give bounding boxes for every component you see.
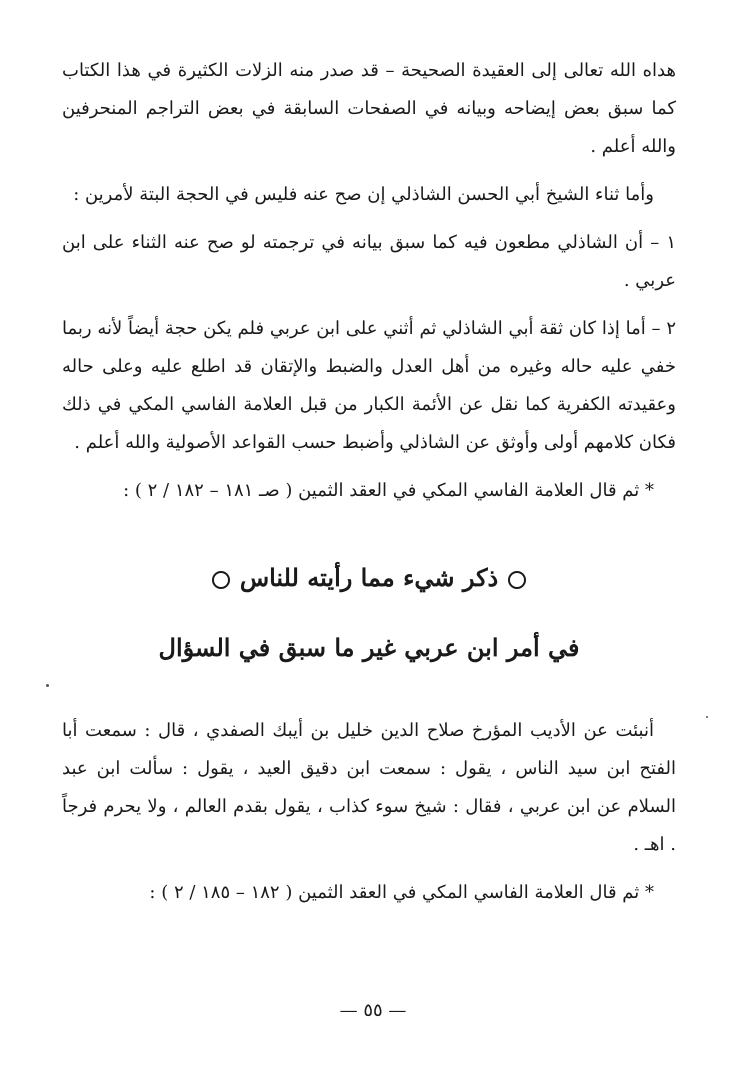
paragraph-7: * ثم قال العلامة الفاسي المكي في العقد الثمين ( ١٨٢ – ١٨٥ / ٢ ) : (149, 882, 654, 903)
page-content (62, 52, 676, 912)
paragraph-5: * ثم قال العلامة الفاسي المكي في العقد الثمين ( صـ ١٨١ – ١٨٢ / ٢ ) : (123, 480, 654, 501)
paragraph-4: ٢ – أما إذا كان ثقة أبي الشاذلي ثم أثني على ابن عربي فلم يكن حجة أيضاً لأنه ربما خفي عليه حاله وغيره من أهل العدل والضبط والإتقان قد اطلع عليه وعلى حاله وعقيدته الكفرية كما نقل عن الأئمة الكبار من قبل العلامة الفاسي المكي في ذلك فكان كلامهم أولى وأوثق عن الشاذلي وأضبط حسب القواعد الأصولية والله أعلم . (62, 318, 676, 453)
paragraph-6: أنبئت عن الأديب المؤرخ صلاح الدين خليل بن أيبك الصفدي ، قال : سمعت أبا الفتح ابن سيد الناس ، يقول : سمعت ابن دقيق العيد ، يقول : سألت ابن عبد السلام عن ابن عربي ، فقال : شيخ سوء كذاب ، يقول بقدم العالم ، ولا يحرم فرجاً . اهـ . (62, 720, 676, 855)
paragraph-3: ١ – أن الشاذلي مطعون فيه كما سبق بيانه في ترجمته لو صح عنه الثناء على ابن عربي . (62, 232, 676, 291)
circle-ornament-icon (212, 571, 230, 589)
paragraph-2: وأما ثناء الشيخ أبي الحسن الشاذلي إن صح عنه فليس في الحجة البتة لأمرين : (73, 184, 654, 205)
section-title (62, 558, 676, 598)
paragraph-1: هداه الله تعالى إلى العقيدة الصحيحة – قد صدر منه الزلات الكثيرة في هذا الكتاب كما سبق بعض إيضاحه وبيانه في الصفحات السابقة في بعض التراجم المنحرفين والله أعلم . (62, 60, 676, 157)
scan-speck (46, 684, 49, 687)
circle-ornament-icon (508, 571, 526, 589)
section-title-text: ذكر شيء مما رأيته للناس (239, 563, 499, 592)
page-number: — ٥٥ — (339, 1000, 407, 1021)
scan-speck (706, 716, 708, 718)
section-subtitle: في أمر ابن عربي غير ما سبق في السؤال (158, 633, 580, 662)
